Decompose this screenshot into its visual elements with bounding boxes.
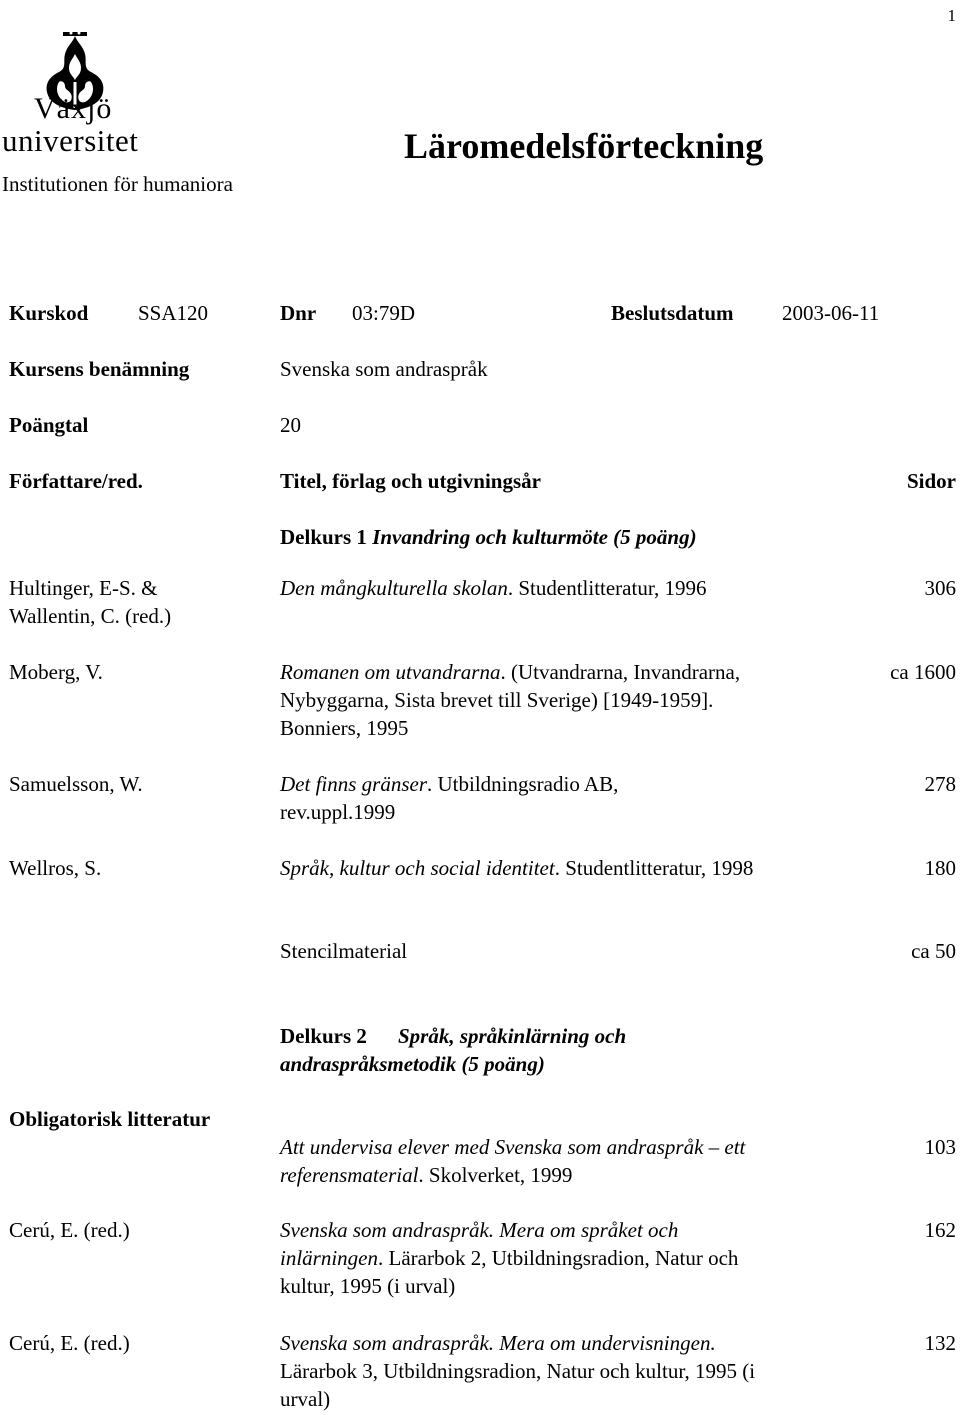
d1-entry-3-author: Samuelsson, W. — [9, 772, 143, 796]
d1-entry-1-pages: 306 — [924, 576, 956, 600]
beslutsdatum-value: 2003-06-11 — [782, 301, 880, 325]
d1-entry-2-title — [280, 658, 790, 742]
d1-entry-3-rest: . Utbildningsradio AB, rev.uppl.1999 — [280, 772, 619, 824]
logo-name-line2: universitet — [2, 123, 139, 158]
d2-entry-1-rest: . Skolverket, 1999 — [418, 1163, 573, 1187]
d1-entry-4-rest: . Studentlitteratur, 1998 — [554, 856, 754, 880]
d1-entry-3-pages: 278 — [924, 772, 956, 796]
d1-entry-4-author: Wellros, S. — [9, 856, 102, 880]
delkurs2-prefix: Delkurs 2 — [280, 1024, 367, 1048]
benamning-label: Kursens benämning — [9, 357, 190, 381]
d1-entry-1-title — [280, 574, 800, 602]
stencil-label: Stencilmaterial — [280, 939, 408, 963]
beslutsdatum-label: Beslutsdatum — [611, 301, 734, 325]
dnr-label: Dnr — [280, 301, 317, 325]
kurskod-value: SSA120 — [138, 301, 209, 325]
d2-entry-3-title — [280, 1329, 790, 1413]
d2-entry-3-rest: Lärarbok 3, Utbildningsradion, Natur och kultur, 1995 (i urval) — [280, 1359, 756, 1411]
d2-entry-2-author: Cerú, E. (red.) — [9, 1218, 130, 1242]
d1-entry-3-title — [280, 770, 700, 826]
d2-entry-3-pages: 132 — [924, 1331, 956, 1355]
d1-entry-4-pages: 180 — [924, 856, 956, 880]
d1-entry-4-title-italic: Språk, kultur och social identitet — [280, 856, 555, 880]
header-author: Författare/red. — [9, 469, 143, 493]
d2-entry-3-author: Cerú, E. (red.) — [9, 1331, 130, 1355]
d1-entry-2-pages: ca 1600 — [890, 660, 956, 684]
department-name: Institutionen för humaniora — [2, 172, 233, 196]
poangtal-label: Poängtal — [9, 413, 89, 437]
delkurs1-name: Invandring och kulturmöte (5 poäng) — [372, 525, 697, 549]
header-title: Titel, förlag och utgivningsår — [280, 469, 541, 493]
page-number: 1 — [947, 6, 956, 25]
delkurs2-name: Språk, språkinlärning och andraspråksmetodik (5 poäng) — [280, 1024, 627, 1076]
d1-entry-2-rest: . (Utvandrarna, Invandrarna, Nybyggarna, Sista brevet till Sverige) [1949-1959]. Bonniers, 1995 — [280, 660, 741, 740]
d1-entry-1-author: Hultinger, E-S. & Wallentin, C. (red.) — [9, 576, 172, 628]
d2-entry-1-title-italic: Att undervisa elever med Svenska som andraspråk – ett referensmaterial — [280, 1135, 746, 1187]
obligatorisk-label: Obligatorisk litteratur — [9, 1107, 211, 1131]
header-pages: Sidor — [906, 469, 956, 493]
d2-entry-1-title — [280, 1133, 800, 1189]
delkurs1-heading — [280, 523, 697, 551]
d1-entry-4-title — [280, 854, 785, 882]
poangtal-value: 20 — [280, 413, 301, 437]
d1-entry-1-rest: . Studentlitteratur, 1996 — [507, 576, 707, 600]
d2-entry-2-title — [280, 1216, 780, 1300]
dnr-value: 03:79D — [352, 301, 415, 325]
kurskod-label: Kurskod — [9, 301, 89, 325]
page-title: Läromedelsförteckning — [404, 126, 764, 166]
d2-entry-2-title-italic: Svenska som andraspråk. Mera om språket och inlärningen — [280, 1218, 679, 1270]
delkurs1-prefix: Delkurs 1 — [280, 525, 367, 549]
d2-entry-2-rest: . Lärarbok 2, Utbildningsradion, Natur och kultur, 1995 (i urval) — [280, 1246, 739, 1298]
d2-entry-1-pages: 103 — [924, 1135, 956, 1159]
university-logo — [0, 32, 150, 164]
d2-entry-2-pages: 162 — [924, 1218, 956, 1242]
d2-entry-3-title-italic: Svenska som andraspråk. Mera om undervisningen. — [280, 1331, 716, 1355]
stencil-pages: ca 50 — [911, 939, 956, 963]
d1-entry-2-title-italic: Romanen om utvandrarna — [280, 660, 501, 684]
logo-name-line1: Växjö — [34, 92, 113, 125]
d1-entry-3-title-italic: Det finns gränser — [280, 772, 427, 796]
d1-entry-2-author: Moberg, V. — [9, 660, 103, 684]
benamning-value: Svenska som andraspråk — [280, 357, 488, 381]
d1-entry-1-title-italic: Den mångkulturella skolan — [280, 576, 508, 600]
